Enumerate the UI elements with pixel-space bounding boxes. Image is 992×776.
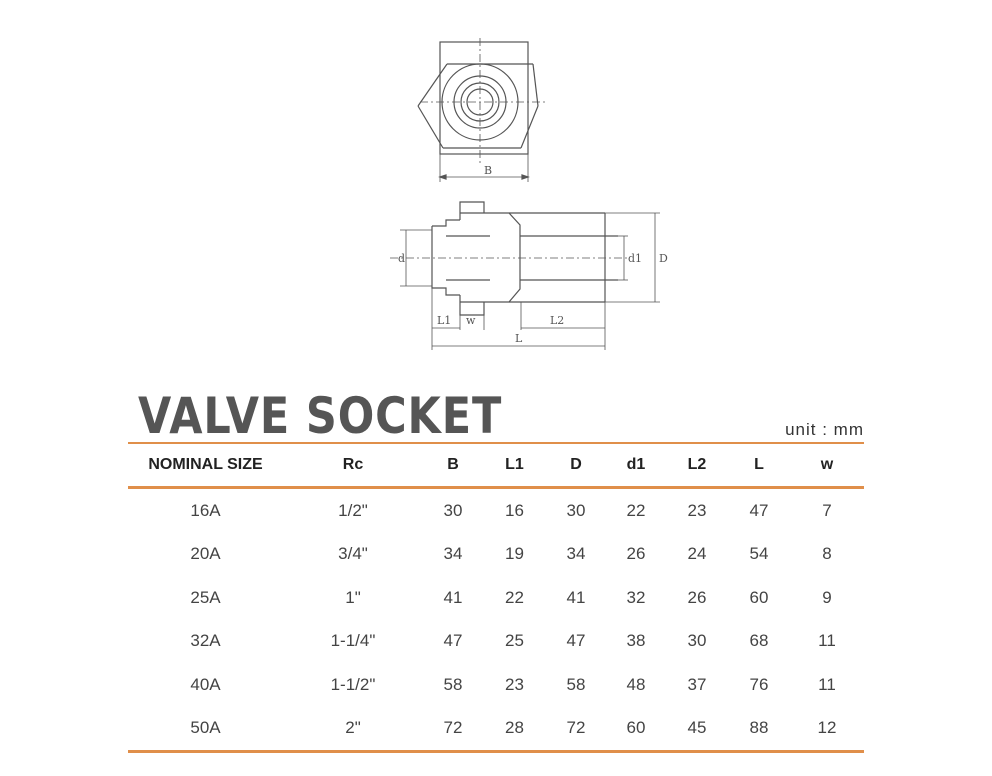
table-cell: 34 <box>443 544 463 564</box>
table-cell: 3/4" <box>338 544 368 564</box>
table-cell: 72 <box>443 718 463 738</box>
dimension-label-l1: L1 <box>437 314 452 327</box>
table-cell: 24 <box>687 544 707 564</box>
dimension-label-d1: d1 <box>628 252 643 265</box>
table-cell: 88 <box>749 718 769 738</box>
table-header-row <box>128 443 864 488</box>
table-cell: 37 <box>687 674 707 694</box>
table-cell: 26 <box>626 544 646 564</box>
table-cell: 58 <box>443 674 463 694</box>
table-cell: 54 <box>749 544 769 564</box>
table-cell: 25 <box>505 631 524 651</box>
table-cell: 47 <box>749 500 769 520</box>
unit-label: unit : mm <box>785 420 864 439</box>
table-cell: 60 <box>749 587 769 607</box>
table-cell: 11 <box>818 631 836 651</box>
column-header: B <box>447 456 459 473</box>
table-cell: 38 <box>626 631 646 651</box>
table-cell: 68 <box>749 631 769 651</box>
table-cell: 7 <box>822 500 832 520</box>
table-cell: 1-1/4" <box>330 631 376 651</box>
table-cell: 8 <box>822 544 832 564</box>
hex-nut-top-view <box>418 38 548 182</box>
dimension-label-w: w <box>466 314 476 327</box>
dimension-label-b: B <box>484 164 493 177</box>
column-header: Rc <box>342 456 364 473</box>
table-cell: 41 <box>443 587 463 607</box>
table-cell: 16 <box>505 500 524 520</box>
table-row <box>128 707 864 752</box>
table-cell: 45 <box>687 718 707 738</box>
table-cell: 22 <box>505 587 524 607</box>
column-header: L1 <box>505 456 524 473</box>
table-cell: 12 <box>817 718 837 738</box>
column-header: D <box>570 456 582 473</box>
page-title: VALVE SOCKET <box>138 387 503 445</box>
table-cell: 32 <box>626 587 646 607</box>
table-cell: 9 <box>822 587 832 607</box>
table-cell: 34 <box>566 544 586 564</box>
table-cell: 16A <box>190 500 221 520</box>
column-header: w <box>820 456 834 473</box>
column-header: d1 <box>626 456 646 473</box>
table-row <box>128 620 864 664</box>
table-cell: 76 <box>749 674 769 694</box>
table-cell: 28 <box>505 718 524 738</box>
table-cell: 1" <box>345 587 361 607</box>
table-body <box>128 488 864 752</box>
table-cell: 60 <box>626 718 646 738</box>
table-cell: 32A <box>190 631 221 651</box>
table-cell: 2" <box>345 718 361 738</box>
column-header: L <box>754 456 764 473</box>
table-row <box>128 533 864 577</box>
table-cell: 19 <box>505 544 524 564</box>
dimension-label-l2: L2 <box>550 314 565 327</box>
table-cell: 1/2" <box>338 500 368 520</box>
dimension-label-l: L <box>515 332 523 345</box>
table-row <box>128 576 864 620</box>
table-cell: 47 <box>566 631 586 651</box>
column-header: NOMINAL SIZE <box>148 456 263 473</box>
table-cell: 58 <box>566 674 586 694</box>
table-cell: 30 <box>687 631 707 651</box>
table-cell: 23 <box>687 500 707 520</box>
table-cell: 11 <box>818 674 836 694</box>
technical-drawing <box>380 30 680 360</box>
table-cell: 25A <box>190 587 221 607</box>
table-cell: 22 <box>626 500 646 520</box>
table-cell: 1-1/2" <box>330 674 376 694</box>
dimension-label-d: d <box>398 252 406 265</box>
table-cell: 30 <box>566 500 586 520</box>
table-row <box>128 488 864 533</box>
table-row <box>128 663 864 707</box>
table-cell: 26 <box>687 587 707 607</box>
table-cell: 72 <box>566 718 586 738</box>
table-cell: 48 <box>626 674 646 694</box>
table-cell: 40A <box>190 674 221 694</box>
table-cell: 20A <box>190 544 221 564</box>
table-cell: 47 <box>443 631 463 651</box>
table-cell: 50A <box>190 718 221 738</box>
table-cell: 30 <box>443 500 463 520</box>
dimension-label-D: D <box>659 252 668 265</box>
table-cell: 23 <box>505 674 524 694</box>
spec-table <box>128 442 864 753</box>
socket-side-view <box>390 202 660 350</box>
column-header: L2 <box>687 456 707 473</box>
table-cell: 41 <box>566 587 586 607</box>
